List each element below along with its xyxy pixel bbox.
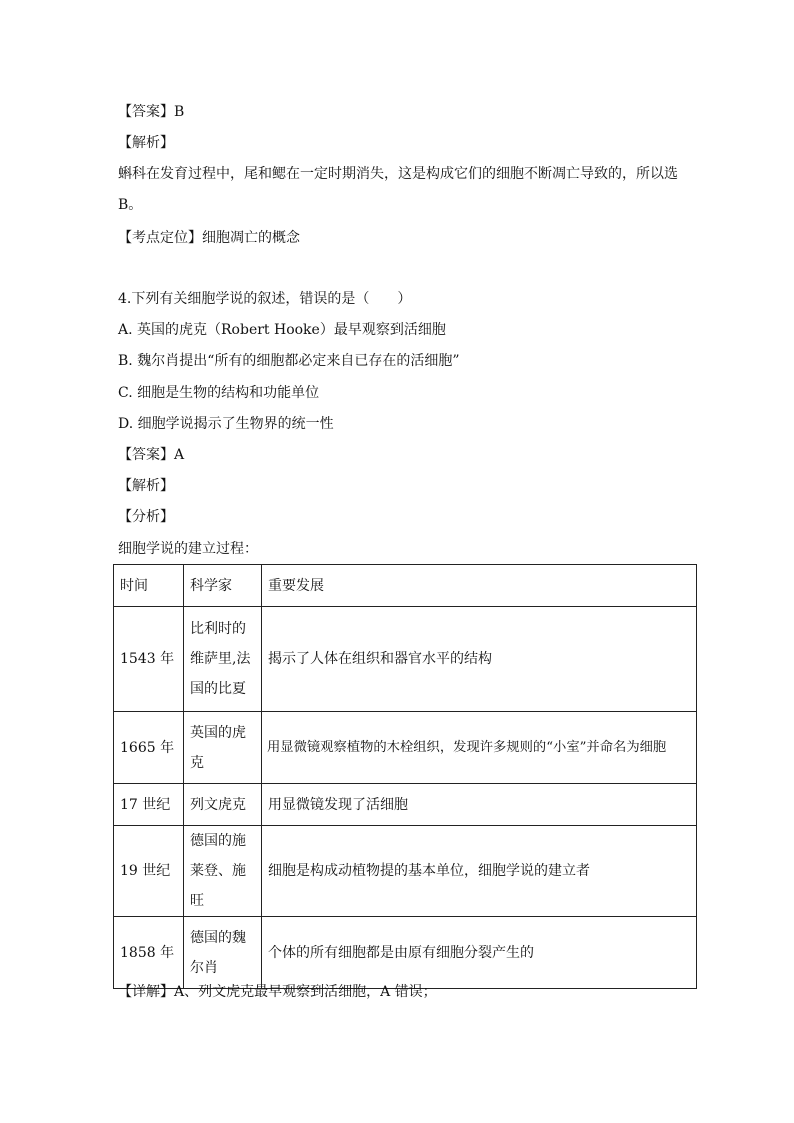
table-header-row (114, 565, 697, 607)
q3-answer: 【答案】B (118, 104, 185, 120)
header-time: 时间 (114, 565, 184, 607)
cell-scientist: 比利时的维萨里,法国的比夏 (184, 607, 262, 712)
cell-development: 揭示了人体在组织和器官水平的结构 (262, 607, 697, 712)
cell-time: 1665 年 (114, 712, 184, 784)
q4-stem: 4.下列有关细胞学说的叙述，错误的是（ ） (118, 291, 412, 307)
cell-time: 17 世纪 (114, 784, 184, 826)
table-row (114, 826, 697, 917)
q4-analysis-label: 【解析】 (118, 478, 174, 494)
q4-fenxi-label: 【分析】 (118, 509, 174, 525)
cell-scientist: 英国的虎克 (184, 712, 262, 784)
table-row (114, 607, 697, 712)
q4-option-b: B. 魏尔肖提出“所有的细胞都必定来自已存在的活细胞” (118, 353, 460, 369)
cell-scientist: 列文虎克 (184, 784, 262, 826)
q3-explanation: 蝌科在发育过程中，尾和鳃在一定时期消失，这是构成它们的细胞不断凋亡导致的，所以选B。 (118, 166, 678, 213)
q3-kaodian: 【考点定位】细胞凋亡的概念 (118, 230, 300, 246)
cell-theory-table (113, 564, 697, 989)
q4-detail: 【详解】A、列文虎克最早观察到活细胞，A 错误； (118, 984, 437, 1000)
q4-option-d: D. 细胞学说揭示了生物界的统一性 (118, 416, 334, 432)
table-row (114, 784, 697, 826)
cell-development: 细胞是构成动植物提的基本单位，细胞学说的建立者 (262, 826, 697, 917)
q4-option-a: A. 英国的虎克（Robert Hooke）最早观察到活细胞 (118, 322, 446, 338)
q4-answer: 【答案】A (118, 447, 185, 463)
cell-scientist: 德国的施莱登、施旺 (184, 826, 262, 917)
table-row (114, 712, 697, 784)
header-development: 重要发展 (262, 565, 697, 607)
cell-development: 用显微镜发现了活细胞 (262, 784, 697, 826)
cell-scientist: 德国的魏尔肖 (184, 917, 262, 989)
table-row (114, 917, 697, 989)
cell-development: 个体的所有细胞都是由原有细胞分裂产生的 (262, 917, 697, 989)
q3-analysis-label: 【解析】 (118, 135, 174, 151)
cell-time: 1543 年 (114, 607, 184, 712)
cell-development: 用显微镜观察植物的木栓组织，发现许多规则的“小室”并命名为细胞 (262, 712, 697, 784)
cell-time: 1858 年 (114, 917, 184, 989)
table-caption: 细胞学说的建立过程： (118, 541, 258, 557)
q4-option-c: C. 细胞是生物的结构和功能单位 (118, 385, 320, 401)
header-scientist: 科学家 (184, 565, 262, 607)
cell-time: 19 世纪 (114, 826, 184, 917)
